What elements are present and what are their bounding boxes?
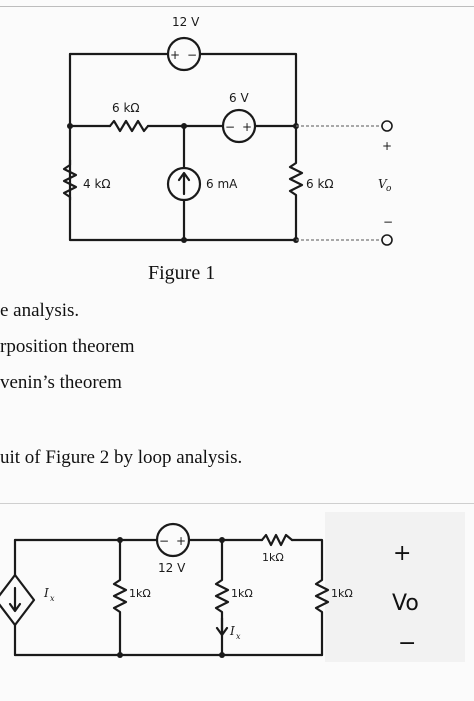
hand-vo: Vo [392, 591, 419, 616]
dep-source-sub: x [50, 594, 55, 603]
ix-sub: x [236, 632, 241, 641]
hand-minus: − [398, 631, 417, 656]
label-current-src: 6 mA [206, 177, 238, 191]
node-dot [117, 537, 123, 543]
src-6v-plus: + [242, 120, 253, 134]
src-12v-minus: − [187, 48, 198, 62]
resistor-1k-top [262, 535, 292, 545]
node-dot [219, 652, 225, 658]
src-plus: + [176, 534, 187, 548]
figure-1-caption: Figure 1 [148, 262, 216, 284]
output-v: V [378, 177, 387, 191]
label-12v: 12 V [172, 15, 200, 29]
label-res-a: 1kΩ [129, 587, 151, 600]
label-12v: 12 V [158, 561, 186, 575]
output-v-sub: o [386, 184, 392, 194]
label-res-left: 4 kΩ [83, 177, 111, 191]
node-dot [219, 537, 225, 543]
label-res-right: 6 kΩ [306, 177, 334, 191]
src-minus: − [159, 534, 170, 548]
label-res-c: 1kΩ [331, 587, 353, 600]
wire-top-right [292, 540, 322, 575]
resistor-1k-b [216, 540, 228, 655]
text-line-1: e analysis. [0, 300, 80, 321]
node-dot [117, 652, 123, 658]
ix-label: I [230, 624, 235, 638]
src-6v-minus: − [225, 120, 236, 134]
text-line-3: venin’s theorem [0, 372, 122, 393]
dep-source-label: I [44, 586, 49, 600]
down-arrow-icon [10, 588, 20, 611]
text-line-2: rposition theorem [0, 336, 135, 357]
text-line-4: uit of Figure 2 by loop analysis. [0, 447, 243, 468]
label-6v: 6 V [229, 91, 249, 105]
resistor-1k-a [114, 540, 126, 655]
label-res-b: 1kΩ [231, 587, 253, 600]
hand-plus: + [393, 541, 412, 566]
ix-arrow-icon [217, 618, 227, 635]
dependent-source-diamond [0, 575, 34, 625]
label-res-top: 1kΩ [262, 551, 284, 564]
label-res-top: 6 kΩ [112, 101, 140, 115]
output-plus: + [382, 139, 393, 153]
src-12v-plus: + [170, 48, 181, 62]
output-minus: − [383, 215, 394, 229]
